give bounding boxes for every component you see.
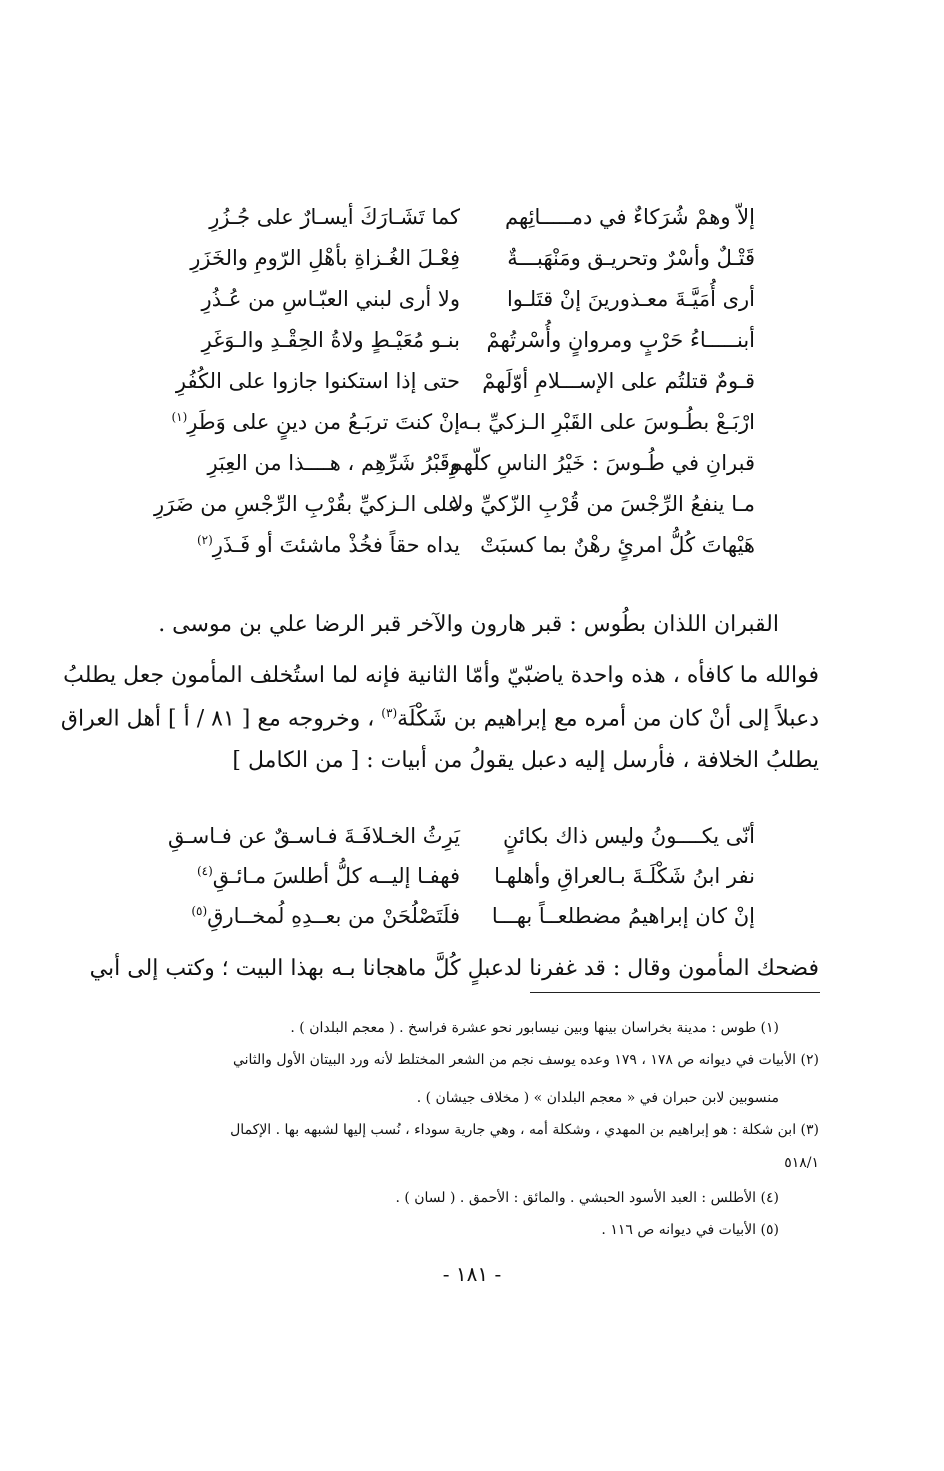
verse-first-hemistich: إلاّ وهمْ شُرَكاءٌ في دمـــــائِهم [505, 204, 755, 229]
verse-row [195, 442, 755, 483]
verse-text: كما تَشَـارَكَ أيسـارٌ على جُـزُرِ [209, 204, 460, 229]
footnote: منسوبين لابن حبران في « معجم البلدان » ( مخلاف جيشان ) . [416, 1090, 779, 1106]
poem-block-1 [153, 196, 755, 565]
footnote-marker: (٢) [196, 532, 213, 547]
verse-text: فهفـا إليــه كلُّ أطلسَ مـائـقِ [212, 864, 460, 888]
verse-row [195, 196, 755, 237]
verse-text: إنْ كنتَ تربَـعُ من دينٍ على وَطَرِ [187, 409, 460, 434]
footnote: (١) طوس : مدينة بخراسان بينها وبين نيسابور نحو عشرة فراسخ . ( معجم البلدان ) . [290, 1020, 779, 1036]
verse-first-hemistich: أنّى يكــــونُ وليس ذاك بكائنٍ [502, 824, 755, 848]
footnote: ٥١٨/١ [784, 1155, 819, 1171]
verse-second-hemistich [195, 328, 460, 352]
footnote: (٢) الأبيات في ديوانه ص ١٧٨ ، ١٧٩ وعده يوسف نجم من الشعر المختلط لأنه ورد البيتان الأول والثاني [232, 1052, 819, 1068]
footnote: (٤) الأطلس : العبد الأسود الحبشي . والمائق : الأحمق . ( لسان ) . [395, 1190, 779, 1206]
verse-first-hemistich: قبرانِ في طُـوسَ : خَيْرُ الناسِ كلّهمِ [449, 450, 755, 475]
verse-text: ولا أرى لبني العبّـاسِ من عُـذُرِ [201, 286, 460, 311]
verse-second-hemistich [195, 533, 460, 557]
footnote: (٥) الأبيات في ديوانه ص ١١٦ . [601, 1222, 779, 1238]
page-number: - ١٨١ - [442, 1262, 502, 1286]
verse-second-hemistich [175, 368, 460, 393]
verse-second-hemistich [191, 904, 460, 928]
footnote-marker: (١) [171, 409, 188, 424]
verse-text: يداه حقاً فخُذْ ماشئتَ أو فَـذَرِ [212, 532, 460, 557]
footnote-marker: (٣) [381, 706, 398, 720]
verse-first-hemistich: قـومٌ قتلتُم على الإســـلامِ أوّلَهمْ [482, 368, 755, 393]
prose-line: فوالله ما كافأه ، هذه واحدة ياضبّيّ وأمّا الثانية فإنه لما استُخلف المأمون جعل يطلبُ [63, 663, 819, 688]
verse-second-hemistich [167, 824, 460, 848]
verse-text: يَرِثُ الخـلافَـةَ فـاسـقٌ عن فـاسـقِ [167, 824, 460, 848]
verse-second-hemistich [195, 864, 460, 888]
verse-text: وقَبْرُ شَرِّهِم ، هــــذا من العِبَرِ [207, 450, 460, 475]
verse-row [195, 278, 755, 319]
verse-first-hemistich: أبنـــــاءُ حَرْبٍ ومروانٍ وأُسْرتُهمْ [486, 327, 755, 352]
verse-first-hemistich: قَتْـلٌ وأسْرٌ وتحريـق ومَنْهَبـــةٌ [507, 245, 755, 270]
verse-second-hemistich [153, 491, 460, 516]
prose-line: فضحك المأمون وقال : قد غفرنا لدعبلٍ كُلَّ ماهجانا بـه بهذا البيت ؛ وكتب إلى أبي [89, 956, 819, 981]
poem-block-2 [167, 816, 755, 936]
verse-second-hemistich [195, 451, 460, 475]
verse-second-hemistich [195, 205, 460, 229]
footnote-marker: (٤) [196, 864, 213, 878]
prose-line: يطلبُ الخلافة ، فأرسل إليه دعبل يقولُ من أبيات : [ من الكامل ] [232, 748, 819, 773]
verse-row [167, 816, 755, 856]
verse-text: بنـو مُعَيْـطٍ ولاةُ الحِقْـدِ والـوَغَرِ [201, 327, 460, 352]
prose-line [61, 706, 819, 731]
prose-segment: دعبلاً إلى أنْ كان من أمره مع إبراهيم بن شَكْلَة [397, 706, 819, 732]
footnote-divider [530, 992, 820, 993]
verse-first-hemistich: نفر ابنُ شَكْلَـةَ بـالعراقِ وأهلهـا [494, 864, 755, 888]
verse-row [153, 483, 755, 524]
verse-first-hemistich: هَيْهاتَ كُلُّ امرئٍ رهْنٌ بما كسبَتْ [480, 532, 755, 557]
verse-row [195, 524, 755, 565]
verse-second-hemistich [190, 245, 460, 270]
verse-text: حتى إذا استكنوا جازوا على الكُفُرِ [175, 368, 460, 393]
verse-row [190, 237, 755, 278]
prose-line: القبران اللذان بطُوس : قبر هارون والآخر قبر الرضا علي بن موسى . [158, 612, 779, 637]
verse-text: على الـزكيِّ بقُرْبِ الرِّجْسِ من ضَرَرِ [153, 491, 460, 516]
verse-first-hemistich: مـا ينفعُ الرِّجْسَ من قُرْبِ الزّكيِّ ولا [451, 491, 755, 516]
verse-first-hemistich: ارْبَـعْ بطُـوسَ على القَبْرِ الـزكيِّ بـه [458, 409, 755, 434]
verse-row [175, 360, 755, 401]
verse-first-hemistich: أرى أُمَيَّـةَ معـذورينَ إنْ قتَلـوا [506, 286, 755, 311]
verse-second-hemistich [171, 409, 460, 434]
verse-row [195, 856, 755, 896]
verse-row [191, 896, 755, 936]
verse-text: فلَتَصْلُحَنْ من بعــدِهِ لُمخــارقِ [207, 904, 460, 928]
verse-row [171, 401, 755, 442]
prose-segment: ، وخروجه مع [ ٨١ / أ ] أهل العراق [60, 706, 375, 732]
verse-row [195, 319, 755, 360]
footnote: (٣) ابن شكلة : هو إبراهيم بن المهدي ، وشكلة أمه ، وهي جارية سوداء ، نُسب إليها لشبهه بها . الإكمال [230, 1122, 819, 1138]
footnote-marker: (٥) [191, 904, 208, 918]
verse-second-hemistich [195, 287, 460, 311]
verse-first-hemistich: إنْ كان إبراهيمُ مضطلعــاً بهـــا [491, 904, 755, 928]
verse-text: فِعْـلَ الغُـزاةِ بأهْلِ الرّومِ والخَزَرِ [190, 245, 460, 270]
